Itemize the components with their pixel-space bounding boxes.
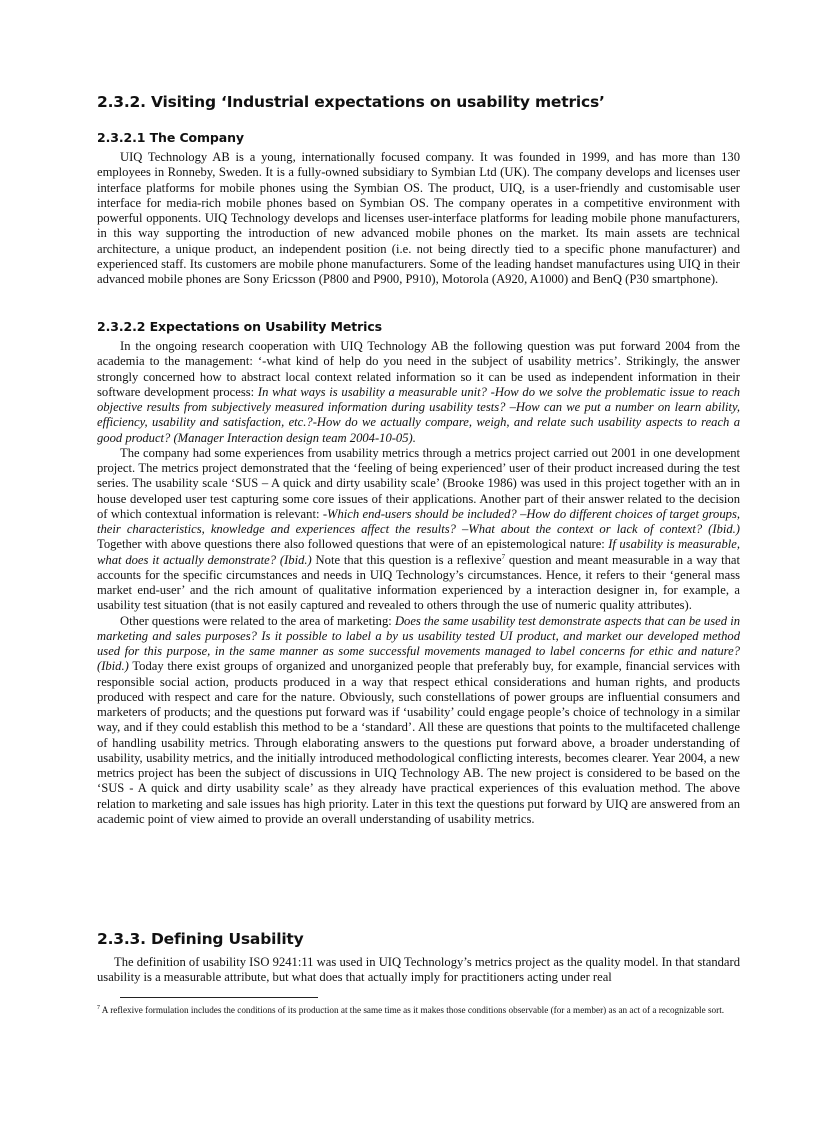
section-heading-2-3-3: 2.3.3. Defining Usability xyxy=(97,930,304,948)
subsection-heading-expectations: 2.3.2.2 Expectations on Usability Metrics xyxy=(97,319,383,334)
text-run: In the ongoing research cooperation with UIQ Technology AB the following question was put forward 2004 from the academia to the management: ‘-what kind of help do you need in the subject of usability metrics’. Strikingly, the answer strongly concerned how to abstract local context related information so it can be used as independent information in their software development process: xyxy=(97,339,740,399)
text-run: Today there exist groups of organized and unorganized people that preferably buy, for example, financial services with responsible social action, products produced in a way that respect ethical considerations and human rights, and products produced with respect and care for the nature. Obviously, such constellations of power groups are influential consumers and marketers of products; and the questions put forward was if ‘usability’ could engage people’s choice of technology in a similar way, and if they could establish this method to be a ‘standard’. All these are questions that points to the multifaceted challenge of handling usability metrics. Through elaborating answers to the questions put forward above, a broader understanding of usability, usability metrics, and the initially introduced methodological conflicting interests, becomes clearer. Year 2004, a new metrics project has been the subject of discussions in UIQ Technology AB. The new project is considered to be based on the ‘SUS - A quick and dirty usability scale’ as they already have practical experiences of this evaluation method. The above relation to marketing and sale issues has high priority. Later in this text the questions put forward by UIQ are answered from an academic point of view aimed to provide an overall understanding of usability metrics. xyxy=(97,659,740,826)
italic-quote: -Which end-users should be included? –How do different choices of target groups, their characteristics, knowledge and experiences affect the results? –What about the context or lack of context? (Ibid.) xyxy=(97,506,740,536)
italic-quote: Does the same usability test demonstrate aspects that can be used in marketing and sales purposes? Is it possible to label a by us usability tested UI product, and market our developed method used for this purpose, in the same manner as some successful movements managed to label concerns for ethic and nature? (Ibid.) xyxy=(97,613,740,674)
footnote-number: 7 xyxy=(97,1004,100,1011)
text-run: Note that this question is a reflexive xyxy=(311,552,502,567)
footnote-text: A reflexive formulation includes the conditions of its production at the same time as it makes those conditions observable (for a member) as an act of a recognizable sort. xyxy=(100,1005,725,1015)
expectations-paragraph-2 xyxy=(97,446,740,614)
text-run: question and meant measurable in a way that accounts for the specific circumstances and needs in UIQ Technology’s circumstances. Hence, it refers to their ‘general mass market end-user’ and the rich amount of qualitative information experienced by a interaction designer in, for example, a usability test situation (that is not easily captured and revealed to others through the use of numeric quality attributes). xyxy=(97,552,740,613)
expectations-body xyxy=(97,339,740,827)
company-paragraph xyxy=(97,150,740,287)
text-run: Together with above questions there also followed questions that were of an epistemological nature: xyxy=(97,537,609,552)
footnote-reference: 7 xyxy=(501,552,506,561)
text-run: The company had some experiences from usability metrics through a metrics project carried out 2001 in one development project. The metrics project demonstrated that the ‘feeling of being experienced’ user of their product increased during the test series. The usability scale ‘SUS – A quick and dirty usability scale’ (Brooke 1986) was used in this project together with an in house developed user test capturing some core issues of their applications. Another part of their answer related to the decision of which contextual information is relevant: xyxy=(97,445,740,521)
text-run: The definition of usability ISO 9241:11 was used in UIQ Technology’s metrics project as the quality model. In that standard usability is a measurable attribute, but what does that actually imply for practitioners acting under real xyxy=(97,955,740,985)
footnote-separator xyxy=(120,997,318,998)
expectations-paragraph-1 xyxy=(97,339,740,446)
defining-usability-paragraph xyxy=(97,955,740,986)
text-run: UIQ Technology AB is a young, internationally focused company. It was founded in 1999, and has more than 130 employees in Ronneby, Sweden. It is a fully-owned subsidiary to Symbian Ltd (UK). The company develops and licenses user interface platforms for mobile phones using the Symbian OS. The product, UIQ, is a user-friendly and customisable user interface for media-rich mobile phones based on Symbian OS. The company operates in a competitive environment with powerful opponents. UIQ Technology develops and licenses user-interface platforms for leading mobile phone manufacturers, in this way supporting the introduction of new advanced mobile phones on the market. Its main assets are technical architecture, a unique product, an independent position (i.e. not being directly tied to a specific phone manufacturer) and experienced staff. Its customers are mobile phone manufacturers. Some of the leading handset manufactures using UIQ in their advanced mobile phones are Sony Ericsson (P800 and P900, P910), Motorola (A920, A1000) and BenQ (P30 smartphone). xyxy=(97,150,740,286)
expectations-paragraph-3 xyxy=(97,614,740,828)
italic-quote: If usability is measurable, what does it actually demonstrate? (Ibid.) xyxy=(97,537,740,567)
footnote xyxy=(97,1004,740,1017)
italic-quote: In what ways is usability a measurable unit? -How do we solve the problematic issue to reach objective results from subjectively measured information during usability tests? –How can we put a number on learn ability, efficiency, usability and satisfaction, etc.?-How do we actually compare, weigh, and relate such usability aspects to reach a good product? (Manager Interaction design team 2004-10-05). xyxy=(97,384,740,445)
text-run: Other questions were related to the area of marketing: xyxy=(120,613,395,628)
section-heading-2-3-2: 2.3.2. Visiting ‘Industrial expectations on usability metrics’ xyxy=(97,93,605,111)
subsection-heading-company: 2.3.2.1 The Company xyxy=(97,130,244,145)
